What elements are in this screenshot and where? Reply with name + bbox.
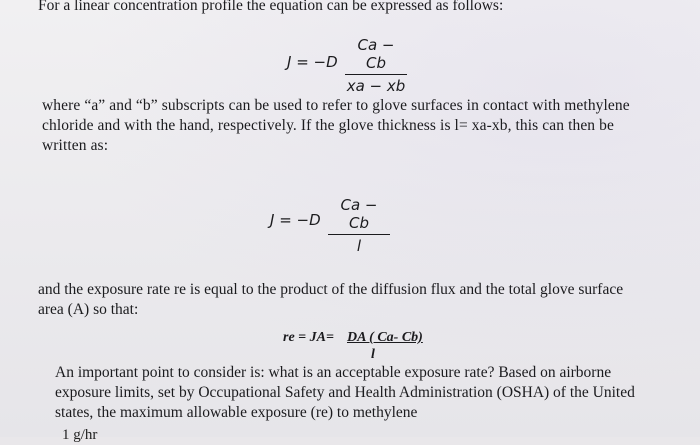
eq2-numerator: Ca − Cb — [340, 196, 378, 232]
eq1-fraction-bar — [345, 74, 407, 75]
eq2-fraction-bar — [328, 234, 390, 235]
flux-equation-2 — [270, 196, 410, 255]
eq1-numerator: Ca − Cb — [357, 36, 395, 72]
flux-equation-1 — [287, 36, 427, 95]
eq3-denominator: l — [371, 347, 375, 362]
intro-text: For a linear concentration profile the equation can be expressed as follows: — [38, 0, 504, 14]
paragraph-exposure-rate: and the exposure rate re is equal to the product of the diffusion flux and the total glove surface area (A) so that: — [38, 281, 624, 318]
eq2-fraction — [328, 196, 390, 255]
eq1-lhs: J = −D — [287, 53, 338, 71]
cut-off-text: 1 g/hr — [62, 427, 98, 443]
eq2-lhs: J = −D — [270, 211, 321, 229]
paragraph-acceptable-exposure: An important point to consider is: what is an acceptable exposure rate? Based on airborne exposure limits, set by Occupational Safety and Health Administration (OSHA) of the United states, the maximum allowable exposure (re) to methylene — [55, 364, 635, 421]
eq3-lhs: re = JA= — [283, 330, 334, 345]
eq3-numerator: DA ( Ca- Cb) — [347, 330, 423, 345]
eq2-denominator: l — [356, 237, 362, 255]
paragraph-subscripts: where “a” and “b” subscripts can be used to refer to glove surfaces in contact with methylene chloride and with the hand, respectively. If the glove thickness is l= xa-xb, this can then be written as: — [42, 97, 630, 154]
eq1-fraction — [345, 36, 407, 95]
eq1-denominator: xa − xb — [346, 77, 406, 95]
